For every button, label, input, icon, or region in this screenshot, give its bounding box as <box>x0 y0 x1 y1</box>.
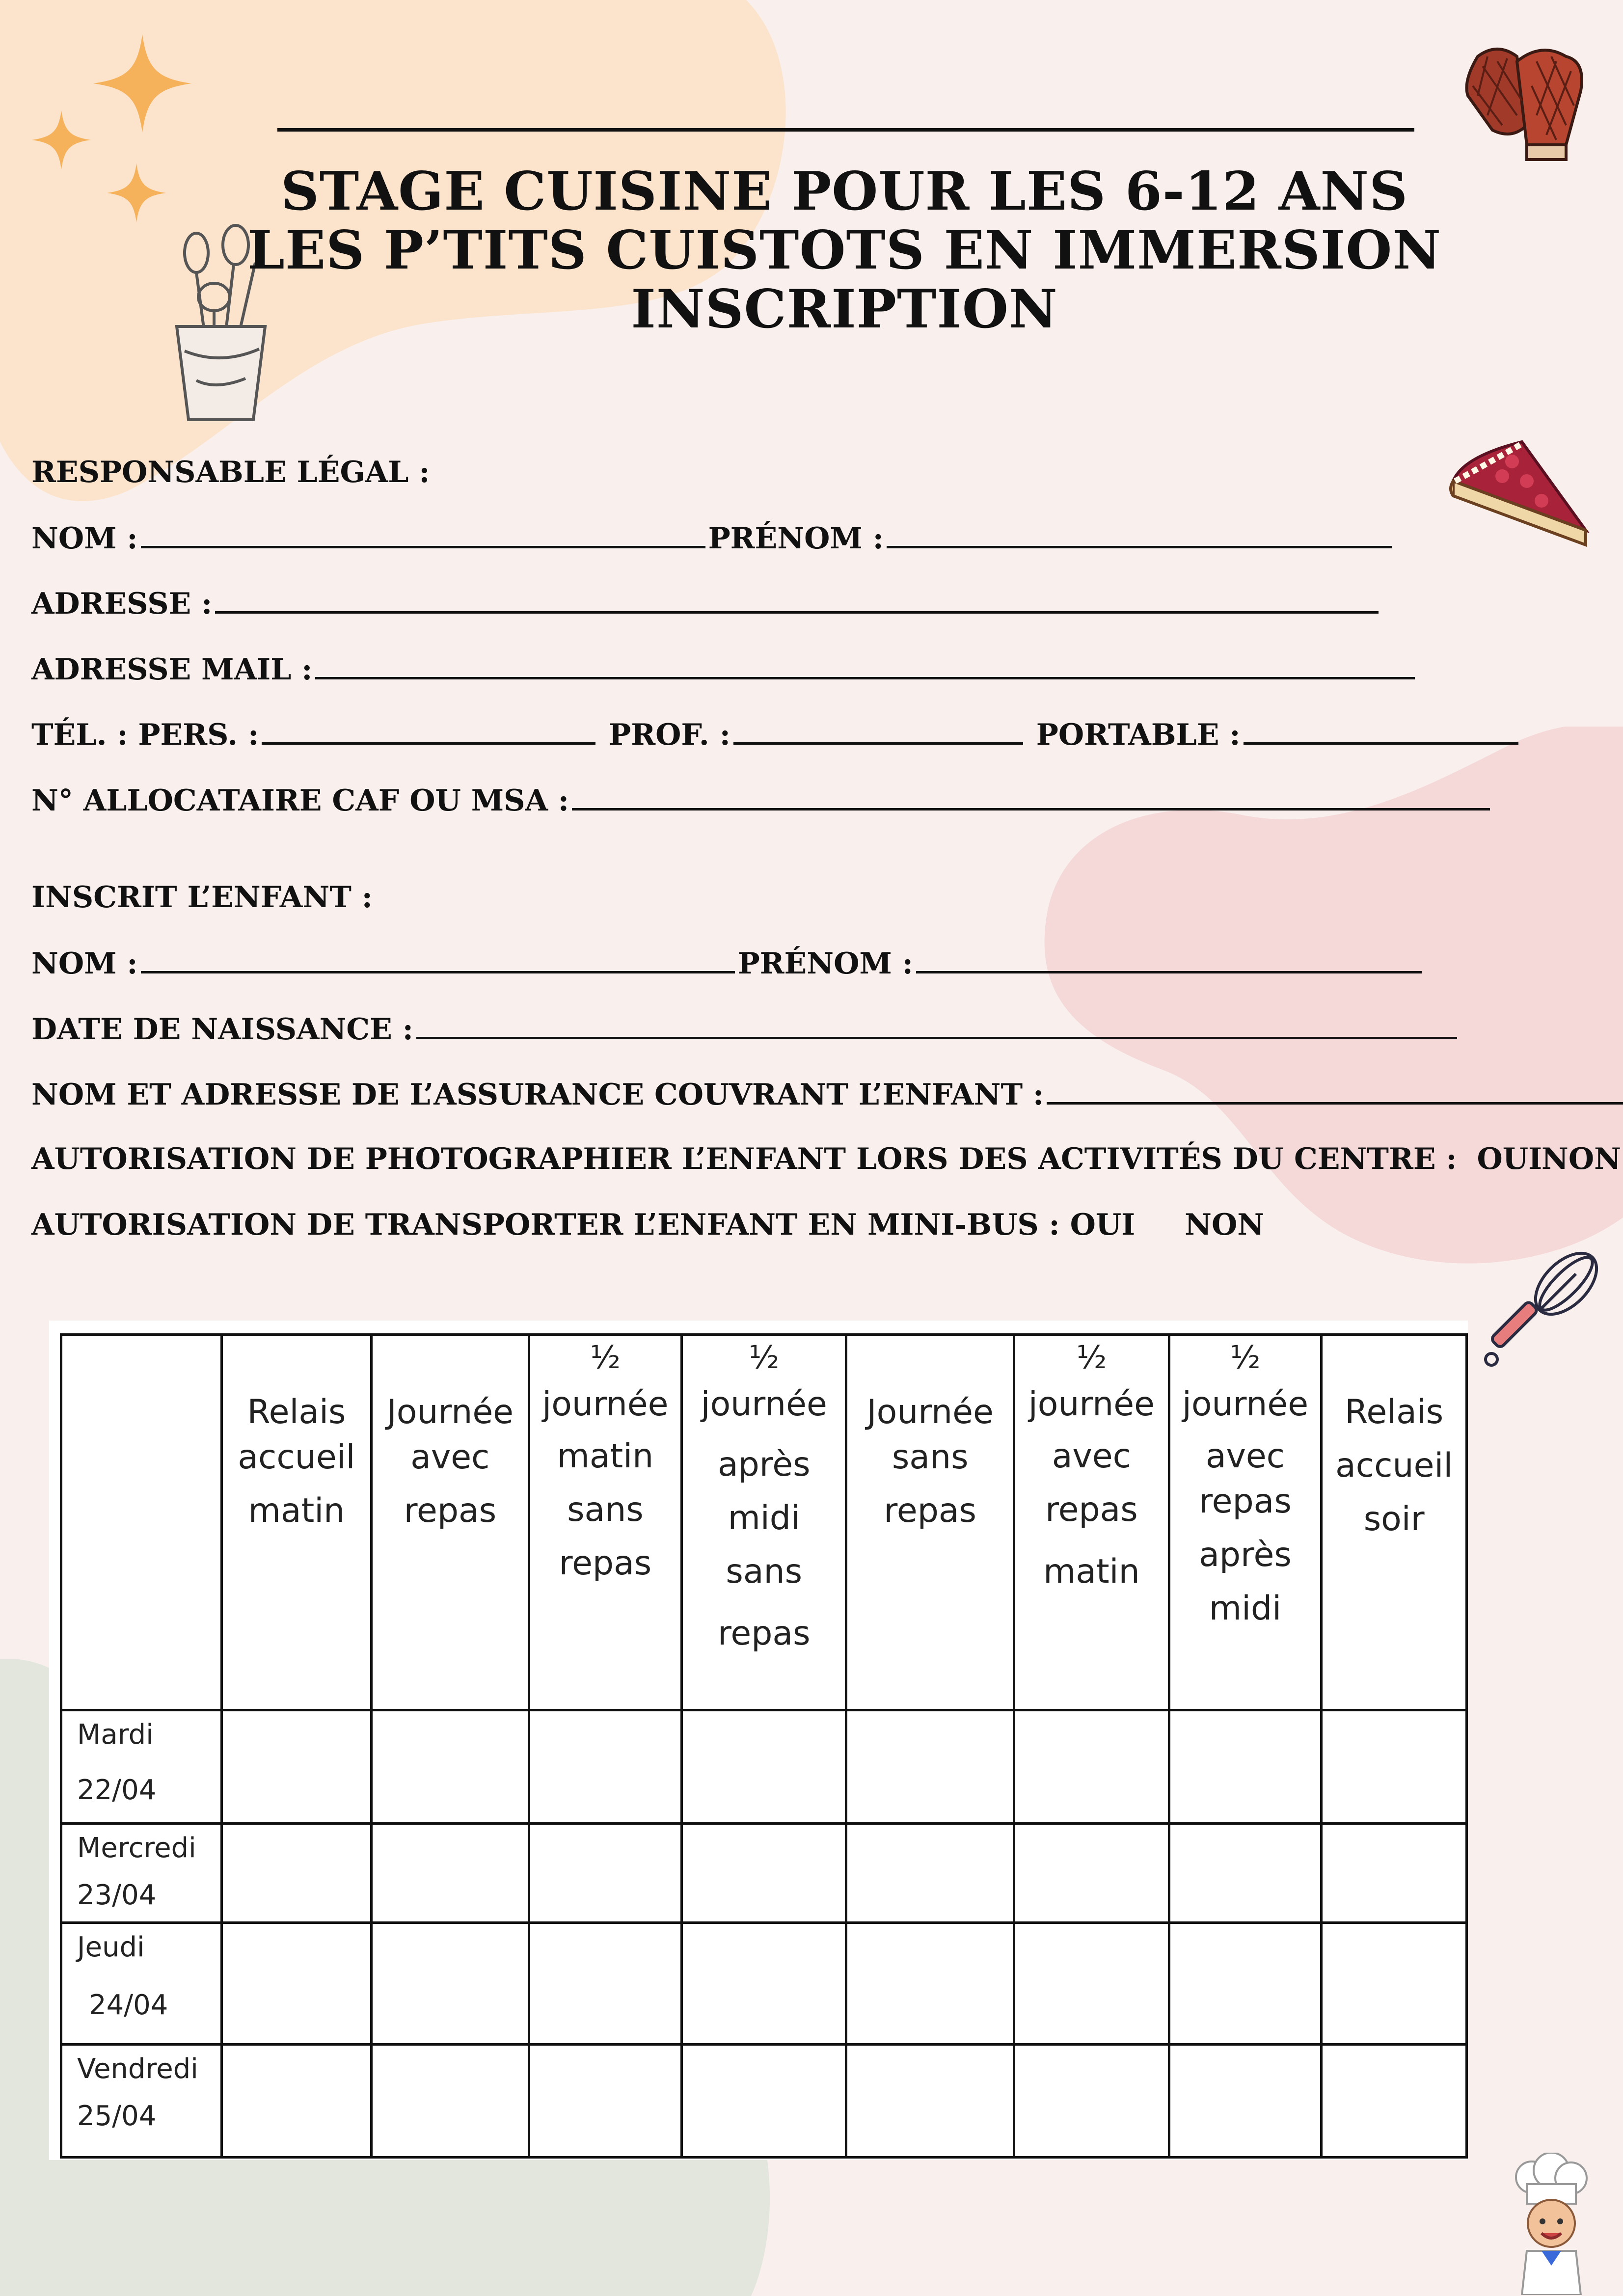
tel-prof-field[interactable] <box>733 717 1023 745</box>
portable-field[interactable] <box>1244 717 1518 745</box>
sparkle-icon <box>107 163 166 222</box>
adresse-label: ADRESSE : <box>31 587 213 621</box>
header-demi-apres-midi-sans-repas: ½ journée après midi sans repas <box>682 1335 846 1710</box>
naissance-row <box>31 1011 1460 1047</box>
sparkle-icon <box>93 34 191 133</box>
schedule-table <box>60 1333 1468 2159</box>
schedule-cell[interactable] <box>682 2045 846 2158</box>
enfant-prenom-field[interactable] <box>916 945 1422 973</box>
schedule-cell[interactable] <box>529 1923 682 2045</box>
table-row <box>61 1710 1467 1824</box>
day-cell: Vendredi 25/04 <box>61 2045 222 2158</box>
schedule-cell[interactable] <box>372 2045 529 2158</box>
tel-prof-label: PROF. : <box>609 718 730 752</box>
responsable-mail-row <box>31 651 1418 687</box>
allocataire-row <box>31 783 1493 818</box>
schedule-cell[interactable] <box>221 2045 371 2158</box>
schedule-cell[interactable] <box>221 1923 371 2045</box>
assurance-row <box>31 1077 1623 1112</box>
responsable-adresse-row <box>31 586 1381 621</box>
schedule-cell[interactable] <box>846 1824 1014 1923</box>
enfant-heading: INSCRIT L’ENFANT : <box>31 880 373 915</box>
schedule-cell[interactable] <box>1169 1824 1322 1923</box>
schedule-table-container <box>49 1321 1468 2160</box>
chef-icon <box>1497 2153 1600 2295</box>
page-title <box>196 162 1492 339</box>
assurance-label: NOM ET ADRESSE DE L’ASSURANCE COUVRANT L’ENFANT : <box>31 1078 1044 1112</box>
schedule-cell[interactable] <box>1169 2045 1322 2158</box>
schedule-cell[interactable] <box>1014 1710 1169 1824</box>
table-header-row <box>61 1335 1467 1710</box>
schedule-cell[interactable] <box>846 1923 1014 2045</box>
tel-pers-label: TÉL. : PERS. : <box>31 718 259 752</box>
schedule-cell[interactable] <box>529 1710 682 1824</box>
transport-non-option[interactable]: NON <box>1185 1208 1265 1242</box>
schedule-cell[interactable] <box>529 2045 682 2158</box>
table-row <box>61 1824 1467 1923</box>
responsable-name-row <box>31 520 1395 556</box>
allocataire-label: N° ALLOCATAIRE CAF OU MSA : <box>31 783 569 818</box>
table-row <box>61 1923 1467 2045</box>
photo-label: AUTORISATION DE PHOTOGRAPHIER L’ENFANT LORS DES ACTIVITÉS DU CENTRE : <box>31 1142 1457 1176</box>
responsable-tel-row <box>31 717 1521 752</box>
schedule-cell[interactable] <box>372 1710 529 1824</box>
prenom-field[interactable] <box>887 520 1392 548</box>
schedule-cell[interactable] <box>682 1824 846 1923</box>
naissance-field[interactable] <box>416 1011 1457 1039</box>
header-demi-matin-sans-repas: ½ journée matin sans repas <box>529 1335 682 1710</box>
schedule-cell[interactable] <box>1014 1923 1169 2045</box>
schedule-cell[interactable] <box>372 1824 529 1923</box>
schedule-cell[interactable] <box>1322 1824 1467 1923</box>
schedule-cell[interactable] <box>372 1923 529 2045</box>
schedule-cell[interactable] <box>529 1824 682 1923</box>
title-line-3: INSCRIPTION <box>631 278 1058 340</box>
nom-label: NOM : <box>31 521 138 556</box>
enfant-nom-label: NOM : <box>31 946 138 981</box>
schedule-cell[interactable] <box>1322 2045 1467 2158</box>
schedule-cell[interactable] <box>1014 1824 1169 1923</box>
assurance-field[interactable] <box>1047 1077 1623 1105</box>
schedule-cell[interactable] <box>846 2045 1014 2158</box>
title-rule <box>277 128 1414 132</box>
photo-row <box>31 1142 1542 1176</box>
header-journee-sans-repas: Journée sans repas <box>846 1335 1014 1710</box>
allocataire-field[interactable] <box>572 783 1490 810</box>
schedule-cell[interactable] <box>846 1710 1014 1824</box>
title-line-2: LES P’TITS CUISTOTS EN IMMERSION <box>247 219 1442 281</box>
whisk-icon <box>1478 1249 1605 1377</box>
sparkle-icon <box>32 110 91 169</box>
schedule-cell[interactable] <box>221 1710 371 1824</box>
photo-non-option[interactable]: NON <box>1542 1142 1621 1176</box>
day-cell: Mardi 22/04 <box>61 1710 222 1824</box>
nom-field[interactable] <box>141 520 705 548</box>
transport-label: AUTORISATION DE TRANSPORTER L’ENFANT EN MINI-BUS : OUI <box>31 1208 1136 1242</box>
header-relais-matin: Relais accueil matin <box>221 1335 371 1710</box>
adresse-field[interactable] <box>215 586 1379 614</box>
schedule-cell[interactable] <box>682 1923 846 2045</box>
schedule-cell[interactable] <box>682 1710 846 1824</box>
enfant-nom-field[interactable] <box>141 945 735 973</box>
schedule-cell[interactable] <box>221 1824 371 1923</box>
table-row <box>61 2045 1467 2158</box>
header-demi-avec-repas-apres-midi: ½ journée avec repas après midi <box>1169 1335 1322 1710</box>
transport-row <box>31 1208 1264 1242</box>
tel-pers-field[interactable] <box>262 717 595 745</box>
schedule-cell[interactable] <box>1014 2045 1169 2158</box>
portable-label: PORTABLE : <box>1036 718 1241 752</box>
schedule-cell[interactable] <box>1169 1710 1322 1824</box>
header-journee-avec-repas: Journée avec repas <box>372 1335 529 1710</box>
mail-field[interactable] <box>315 651 1415 679</box>
photo-oui-option[interactable]: OUI <box>1477 1142 1542 1176</box>
day-cell: Jeudi 24/04 <box>61 1923 222 2045</box>
mail-label: ADRESSE MAIL : <box>31 652 313 687</box>
enfant-name-row <box>31 945 1425 981</box>
enfant-prenom-label: PRÉNOM : <box>737 946 913 981</box>
pie-slice-icon <box>1443 422 1596 560</box>
prenom-label: PRÉNOM : <box>708 521 884 556</box>
schedule-cell[interactable] <box>1169 1923 1322 2045</box>
title-line-1: STAGE CUISINE POUR LES 6-12 ANS <box>280 161 1408 222</box>
schedule-cell[interactable] <box>1322 1710 1467 1824</box>
day-cell: Mercredi 23/04 <box>61 1824 222 1923</box>
header-relais-soir: Relais accueil soir <box>1322 1335 1467 1710</box>
responsable-heading: RESPONSABLE LÉGAL : <box>31 455 430 489</box>
header-demi-avec-repas-matin: ½ journée avec repas matin <box>1014 1335 1169 1710</box>
naissance-label: DATE DE NAISSANCE : <box>31 1012 413 1047</box>
schedule-cell[interactable] <box>1322 1923 1467 2045</box>
header-corner <box>61 1335 222 1710</box>
